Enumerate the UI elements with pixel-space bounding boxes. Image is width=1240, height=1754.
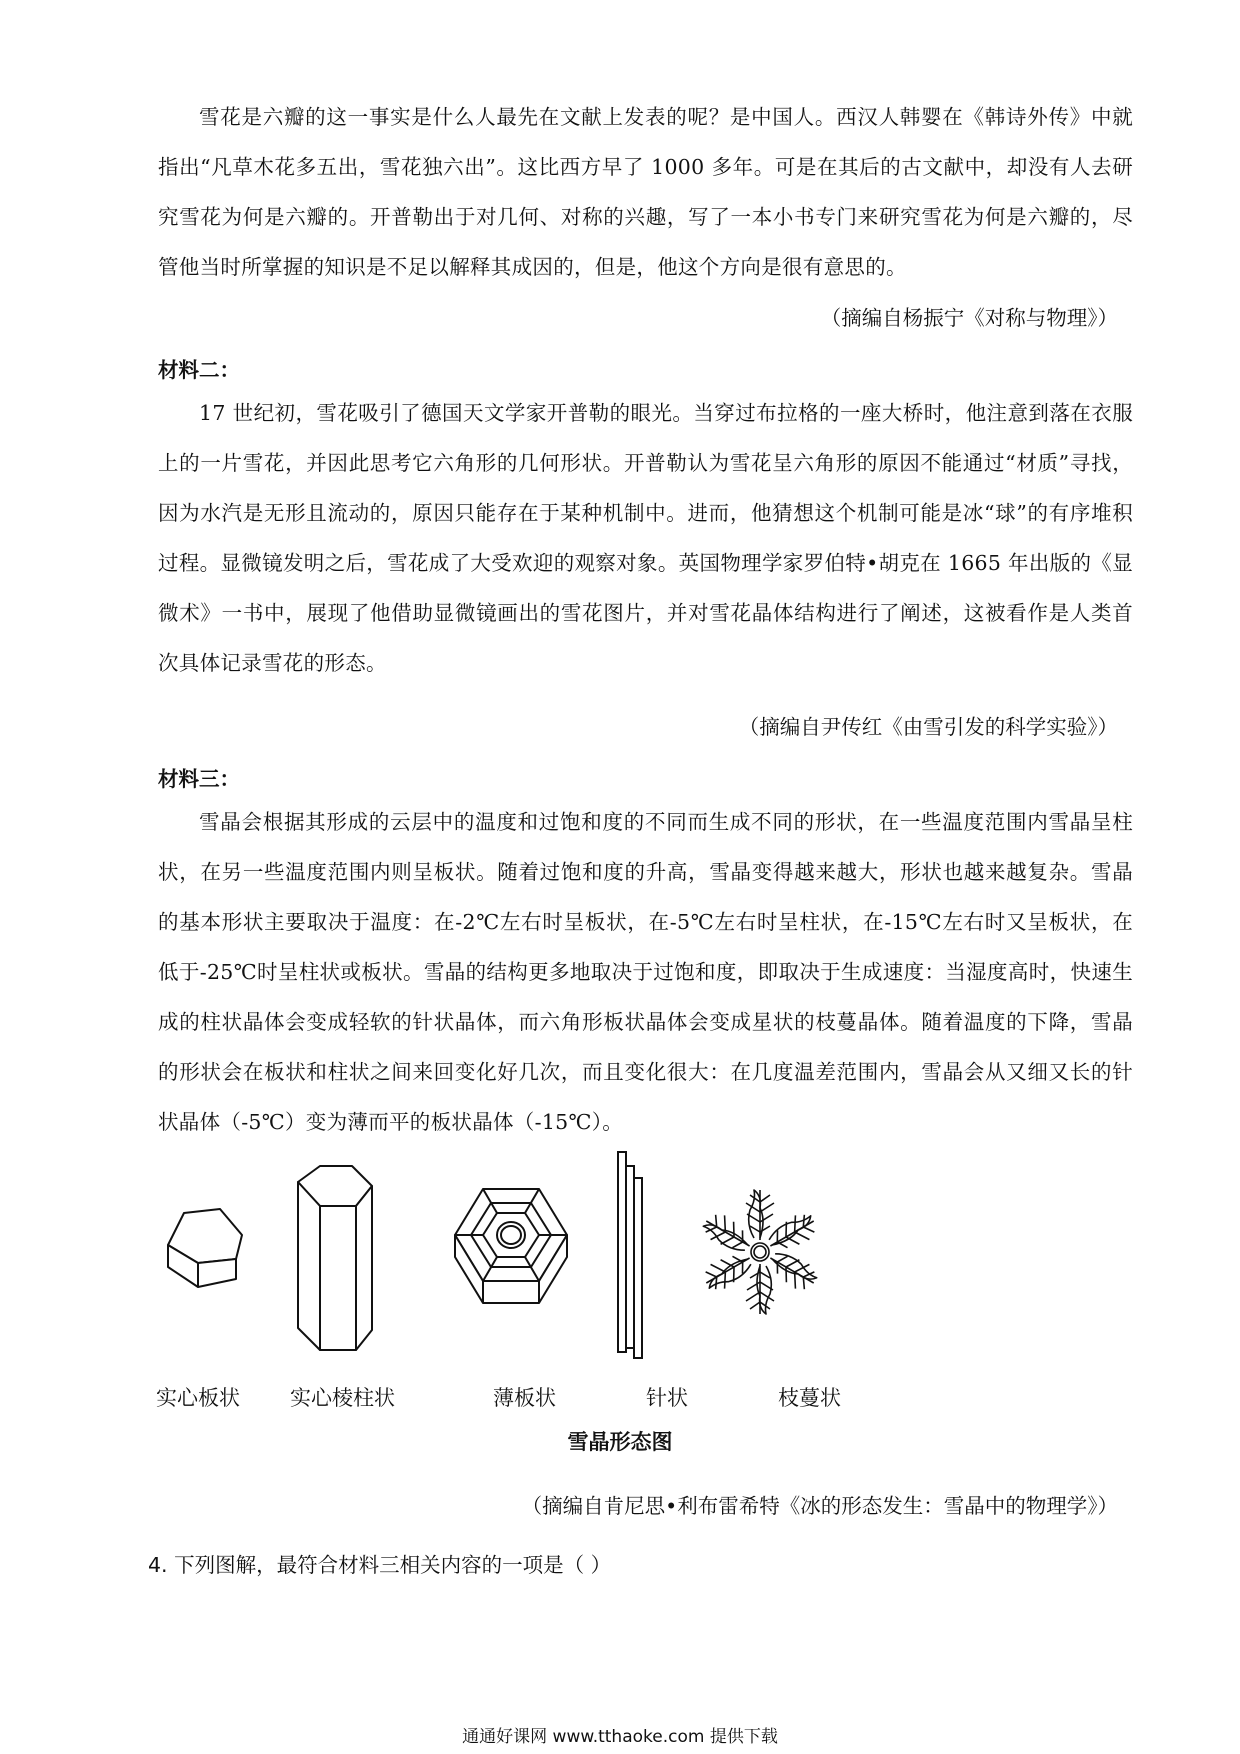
solid-prism-crystal-drawing bbox=[290, 1160, 380, 1360]
figure-title: 雪晶形态图 bbox=[567, 1430, 673, 1454]
caption-solid-prism: 实心棱柱状 bbox=[290, 1386, 395, 1410]
caption-solid-plate: 实心板状 bbox=[156, 1386, 240, 1410]
dendrite-crystal-drawing bbox=[690, 1182, 830, 1322]
caption-thin-plate: 薄板状 bbox=[493, 1386, 556, 1410]
caption-dendrite: 枝蔓状 bbox=[778, 1386, 841, 1410]
material-2-paragraph: 17 世纪初，雪花吸引了德国天文学家开普勒的眼光。当穿过布拉格的一座大桥时，他注意到落在衣服上的一片雪花，并因此思考它六角形的几何形状。开普勒认为雪花呈六角形的原因不能通过“材质”寻找，因为水汽是无形且流动的，原因只能存在于某种机制中。进而，他猜想这个机制可能是冰“球”的有序堆积过程。显微镜发明之后，雪花成了大受欢迎的观察对象。英国物理学家罗伯特•胡克在 1665 年出版的《显微术》一书中，展现了他借助显微镜画出的雪花图片，并对雪花晶体结构进行了阐述，这被看作是人类首次具体记录雪花的形态。 bbox=[158, 401, 1133, 675]
needle-crystal-drawing bbox=[608, 1148, 658, 1363]
material-1-paragraph: 雪花是六瓣的这一事实是什么人最先在文献上发表的呢？是中国人。西汉人韩婴在《韩诗外传》中就指出“凡草木花多五出，雪花独六出”。这比西方早了 1000 多年。可是在其后的古文献中，却没有人去研究雪花为何是六瓣的。开普勒出于对几何、对称的兴趣，写了一本小书专门来研究雪花为何是六瓣的，尽管他当时所掌握的知识是不足以解释其成因的，但是，他这个方向是很有意思的。 bbox=[158, 105, 1133, 279]
material-1-source: （摘编自杨振宁《对称与物理》） bbox=[820, 306, 1118, 330]
material-3-paragraph: 雪晶会根据其形成的云层中的温度和过饱和度的不同而生成不同的形状，在一些温度范围内雪晶呈柱状，在另一些温度范围内则呈板状。随着过饱和度的升高，雪晶变得越来越大，形状也越来越复杂。雪晶的基本形状主要取决于温度：在-2℃左右时呈板状，在-5℃左右时呈柱状，在-15℃左右时又呈板状，在低于-25℃时呈柱状或板状。雪晶的结构更多地取决于过饱和度，即取决于生成速度：当湿度高时，快速生成的柱状晶体会变成轻软的针状晶体，而六角形板状晶体会变成星状的枝蔓晶体。随着温度的下降，雪晶的形状会在板状和柱状之间来回变化好几次，而且变化很大：在几度温差范围内，雪晶会从又细又长的针状晶体（-5℃）变为薄而平的板状晶体（-15℃）。 bbox=[158, 810, 1133, 1134]
solid-plate-crystal-drawing bbox=[162, 1205, 252, 1295]
material-2-heading: 材料二： bbox=[158, 358, 240, 382]
material-3-heading: 材料三： bbox=[158, 767, 240, 791]
material-3-source: （摘编自肯尼思•利布雷希特《冰的形态发生：雪晶中的物理学》） bbox=[521, 1494, 1118, 1518]
caption-needle: 针状 bbox=[646, 1386, 688, 1410]
thin-plate-crystal-drawing bbox=[443, 1183, 573, 1313]
material-2-source: （摘编自尹传红《由雪引发的科学实验》） bbox=[738, 715, 1118, 739]
question-4: 4. 下列图解，最符合材料三相关内容的一项是（ ） bbox=[148, 1553, 612, 1577]
footer-download-note: 通通好课网 www.tthaoke.com 提供下载 bbox=[462, 1727, 778, 1747]
